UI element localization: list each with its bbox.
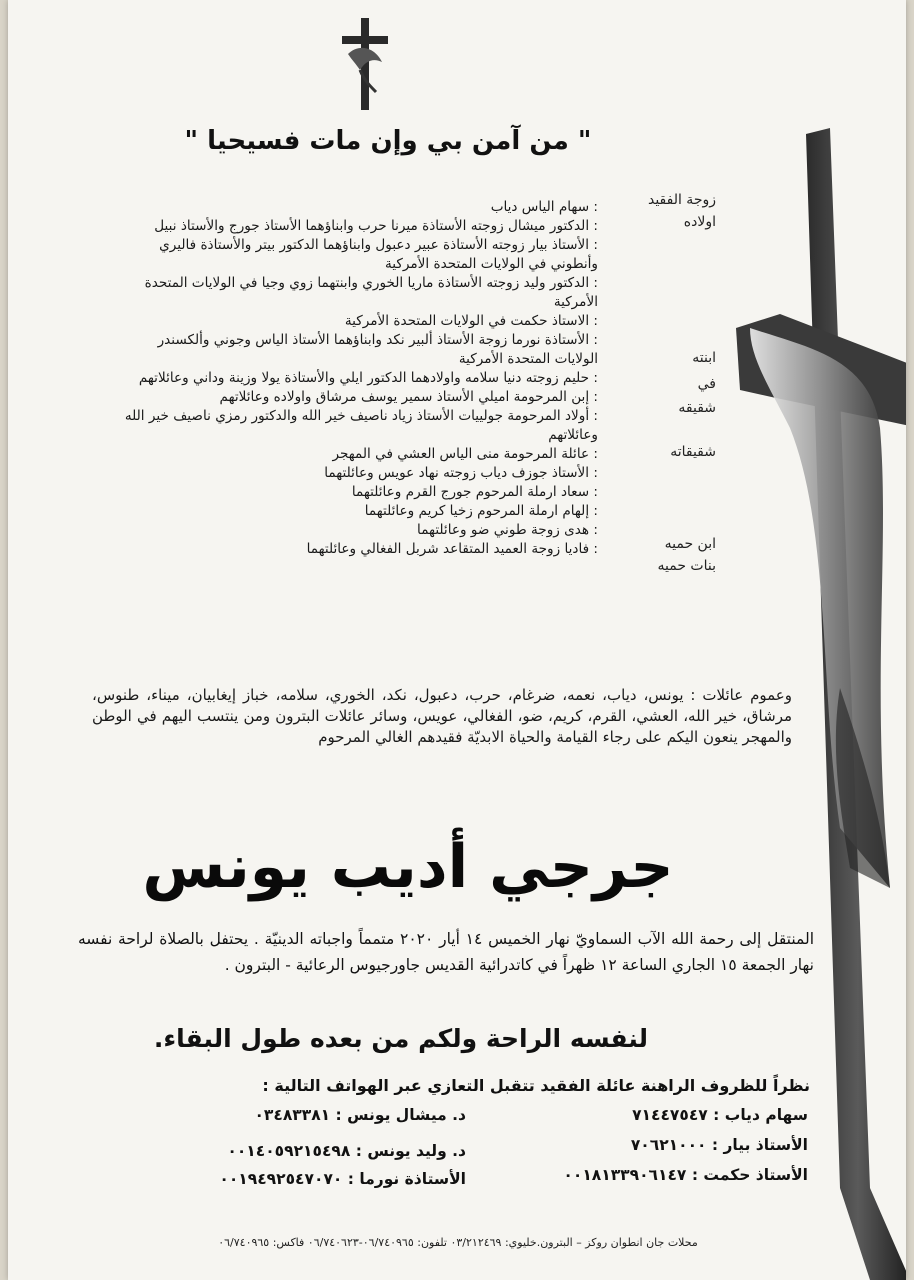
closing-prayer: لنفسه الراحة ولكم من بعده طول البقاء. [153, 1024, 648, 1053]
phone-entry [563, 1166, 808, 1184]
condolence-intro: نظراً للظروف الراهنة عائلة الفقيد تتقبل التعازي عبر الهواتف التالية : [262, 1076, 810, 1095]
mourner-line: : أولاد المرحومة جولييات الأستاذ زياد ناصيف خير الله والدكتور رمزي ناصيف خير الله وعائلاتهم [124, 408, 598, 443]
mourner-line: : إلهام ارملة المرحوم زخيا كريم وعائلتهما [364, 503, 598, 519]
deceased-name: جرجي أديب يونس [142, 832, 674, 902]
phone-name: الأستاذ حكمت : [691, 1166, 808, 1184]
relation-label: ابنته [692, 350, 716, 366]
relation-label: في [697, 376, 716, 392]
families-paragraph: وعموم عائلات : يونس، دياب، نعمه، ضرغام، حرب، دعبول، نكد، الخوري، سلامه، خباز إيغابيان، ميناء، طنوس، مرشاق، خير الله، العشي، القرم، كريم، ضو، الفغالي، عويس، وسائر عائلات البترون ومن ينتسب اليهم في الوطن والمهجر ينعون اليكم على رجاء القيامة والحياة الابديّة فقيدهم الغالي المرحوم [92, 686, 792, 746]
phone-entry [631, 1136, 808, 1154]
footer-contact: محلات جان انطوان روكز – البترون.خليوي: ٠٣/٢١٢٤٦٩ تلفون: ٠٦/٧٤٠٩٦٥-٠٦/٧٤٠٦٢٣ فاكس: ٠٦/٧٤٠٩٦٥ [218, 1236, 698, 1249]
phone-number: ٠٠١٩٤٩٢٥٤٧٠٧٠ [219, 1170, 343, 1188]
passing-announcement: المنتقل إلى رحمة الله الآب السماويّ نهار الخميس ١٤ أيار ٢٠٢٠ متمماً واجباته الدينيّة . يحتفل بالصلاة لراحة نفسه نهار الجمعة ١٥ الجاري الساعة ١٢ ظهراً في كاتدرائية القديس جاورجيوس الرعائية - البترون . [78, 930, 815, 974]
mourner-line: : سهام الياس دياب [490, 199, 598, 215]
relation-label: بنات حميه [657, 558, 716, 574]
phone-number: ٧٠٦٢١٠٠٠ [630, 1136, 707, 1154]
mourner-line: : الاستاذ حكمت في الولايات المتحدة الأمركية [344, 313, 598, 329]
phone-entry [632, 1106, 808, 1124]
mourner-line: : هدى زوجة طوني ضو وعائلتهما [417, 522, 598, 538]
mourner-line: : الأستاذة نورما زوجة الأستاذ ألبير نكد وابناؤهما الأستاذ الياس وجوني وألكسندر الولايات المتحدة الأمركية [157, 332, 598, 367]
mourner-line: : الدكتور وليد زوجته الأستاذة ماريا الخوري وابنتهما زوي وجيا في الولايات المتحدة الأمركية [144, 275, 598, 310]
mourner-line: : سعاد ارملة المرحوم جورج القرم وعائلتهما [351, 484, 598, 500]
mourner-line: : إبن المرحومة اميلي الأستاذ سمير يوسف مرشاق واولاده وعائلاتهم [219, 389, 598, 405]
mourners-list [118, 198, 598, 559]
phone-entry [219, 1170, 466, 1188]
mourner-line: : فاديا زوجة العميد المتقاعد شربل الفغالي وعائلتهما [306, 541, 598, 557]
phone-name: الأستاذة نورما : [347, 1170, 466, 1188]
phone-entry [227, 1142, 466, 1160]
phone-name: سهام دياب : [713, 1106, 808, 1124]
phone-number: ٠٠١٨١٣٣٩٠٦١٤٧ [563, 1166, 687, 1184]
relation-label: شقيقه [678, 400, 716, 416]
relation-label: اولاده [683, 214, 716, 230]
scripture-verse: " من آمن بي وإن مات فسيحيا " [184, 126, 592, 156]
mourner-line: : حليم زوجته دنيا سلامه واولادهما الدكتور ايلي والأستاذة يولا وزينة وداني وعائلاتهم [138, 370, 598, 386]
phone-name: الأستاذ بيار : [711, 1136, 808, 1154]
phone-number: ٠٠١٤٠٥٩٢١٥٤٩٨ [227, 1142, 351, 1160]
mourner-line: : عائلة المرحومة منى الياس العشي في المهجر [332, 446, 598, 462]
phone-entry [254, 1106, 466, 1124]
relation-label: زوجة الفقيد [647, 192, 716, 208]
phone-name: د. ميشال يونس : [335, 1106, 466, 1124]
relation-label: ابن حميه [664, 536, 716, 552]
phone-number: ٧١٤٤٧٥٤٧ [632, 1106, 708, 1124]
obituary-sheet [8, 0, 906, 1280]
relation-label: شقيقاته [670, 444, 716, 460]
mourner-line: : الأستاذ بيار زوجته الأستاذة عبير دعبول وابناؤهما الدكتور بيتر والأستاذة فاليري وأنطوني في الولايات المتحدة الأمركية [159, 237, 598, 272]
mourner-line: : الدكتور ميشال زوجته الأستاذة ميرنا حرب وابناؤهما الأستاذ جورج والأستاذ نبيل [154, 218, 598, 234]
mourner-line: : الأستاذ جوزف دياب زوجته نهاد عويس وعائلتهما [324, 465, 598, 481]
phone-number: ٠٣٤٨٣٣٨١ [254, 1106, 331, 1124]
phone-name: د. وليد يونس : [355, 1142, 466, 1160]
small-cross-icon [330, 14, 400, 114]
